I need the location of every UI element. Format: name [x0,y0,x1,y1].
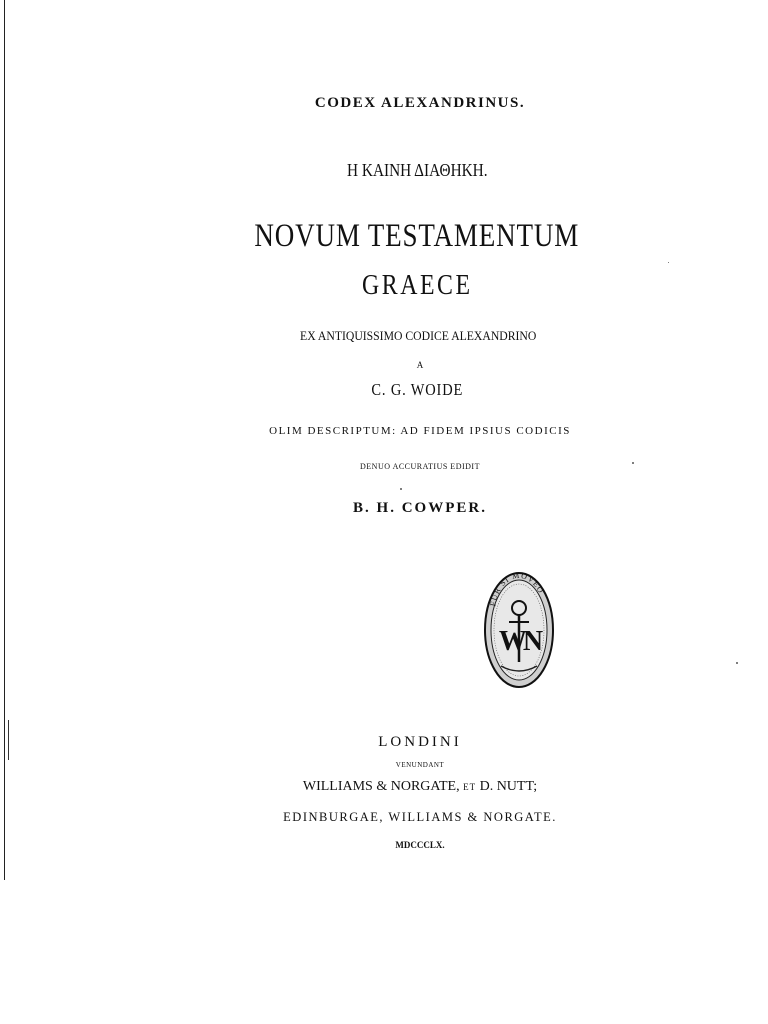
transcriber-name: C. G. WOIDE [371,380,464,399]
preposition: A [416,360,424,370]
editor-name: B. H. COWPER. [353,500,487,516]
codex-heading: CODEX ALEXANDRINUS. [314,95,526,111]
svg-text:WN: WN [498,626,540,657]
speck [736,662,738,664]
description-line: OLIM DESCRIPTUM: AD FIDEM IPSIUS CODICIS [269,425,571,437]
imprint-venundant: VENUNDANT [395,761,445,769]
imprint-edinburgh: EDINBURGAE, WILLIAMS & NORGATE. [283,810,557,824]
source-line: EX ANTIQUISSIMO CODICE ALEXANDRINO [300,328,537,343]
publisher-williams-norgate: WILLIAMS & NORGATE, [302,779,460,794]
imprint-publishers [0,779,768,795]
publisher-nutt: D. NUTT; [479,779,538,794]
edition-note: DENUO ACCURATIUS EDIDIT [360,462,480,471]
svg-text:FUR SI MOVEO: FUR SI MOVEO [488,570,546,607]
imprint-year: MDCCCLX. [395,840,445,850]
imprint-city: LONDINI [378,734,462,750]
speck [668,262,669,263]
publisher-seal-emblem [483,570,555,690]
greek-title: Η ΚΑΙΝΗ ΔΙΑΘΗΚΗ. [347,160,488,180]
main-title: NOVUM TESTAMENTUM [254,218,580,254]
conjunction-et: ET [463,782,477,792]
speck [400,488,402,490]
subtitle: GRAECE [362,270,473,301]
